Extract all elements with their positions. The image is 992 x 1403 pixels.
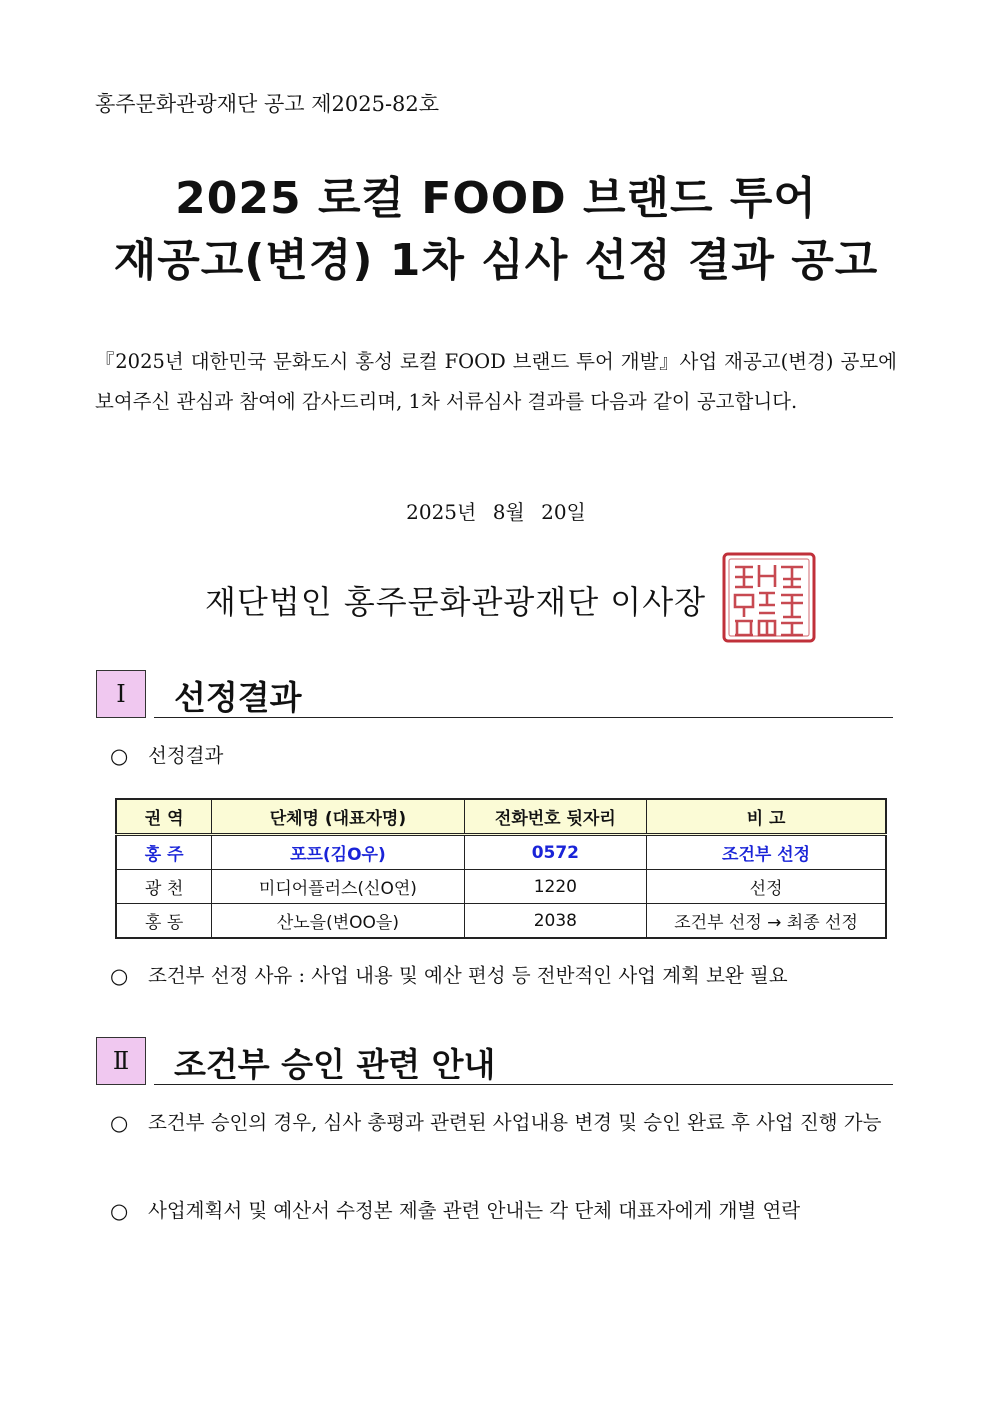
section-1-bullet xyxy=(110,734,893,778)
header-remarks: 비 고 xyxy=(647,799,886,835)
title-line-1: 2025 로컬 FOOD 브랜드 투어 xyxy=(175,173,817,224)
section-2-title: 조건부 승인 관련 안내 xyxy=(174,1045,496,1084)
cell-remarks: 조건부 선정 → 최종 선정 xyxy=(647,904,886,939)
section-1-header xyxy=(96,670,893,718)
bullet-circle: ○ xyxy=(110,744,129,768)
intro-paragraph: 『2025년 대한민국 문화도시 홍성 로컬 FOOD 브랜드 투어 개발』사업 재공고(변경) 공모에 보여주신 관심과 참여에 감사드리며, 1차 서류심사 결과를 다음과 같이 공고합니다. xyxy=(95,350,897,413)
section-2-underline xyxy=(154,1084,893,1085)
header-organization: 단체명 (대표자명) xyxy=(212,799,464,835)
results-table xyxy=(115,798,887,939)
section-2-number: Ⅱ xyxy=(96,1037,146,1085)
cell-phone-suffix: 1220 xyxy=(464,870,647,904)
bullet-circle: ○ xyxy=(110,1199,129,1223)
cell-region: 홍 동 xyxy=(116,904,212,939)
cell-organization: 산노을(변OO을) xyxy=(212,904,464,939)
section-1-underline xyxy=(154,717,893,718)
bullet-text: 조건부 선정 사유 : 사업 내용 및 예산 편성 등 전반적인 사업 계획 보완 필요 xyxy=(148,964,788,987)
section-1-title: 선정결과 xyxy=(174,678,302,717)
page-title xyxy=(0,168,992,292)
cell-phone-suffix: 0572 xyxy=(464,835,647,870)
cell-organization: 포프(김O우) xyxy=(212,835,464,870)
notice-date: 2025년 8월 20일 xyxy=(406,500,586,524)
bullet-text: 선정결과 xyxy=(148,744,224,767)
cell-region: 광 천 xyxy=(116,870,212,904)
section-2-bullet-2 xyxy=(110,1189,893,1233)
bullet-circle: ○ xyxy=(110,964,129,988)
cell-phone-suffix: 2038 xyxy=(464,904,647,939)
bullet-text: 조건부 승인의 경우, 심사 총평과 관련된 사업내용 변경 및 승인 완료 후 사업 진행 가능 xyxy=(148,1111,882,1134)
cell-remarks: 조건부 선정 xyxy=(647,835,886,870)
cell-remarks: 선정 xyxy=(647,870,886,904)
notice-number: 홍주문화관광재단 공고 제2025-82호 xyxy=(95,92,440,116)
section-1-number: Ⅰ xyxy=(96,670,146,718)
header-region: 권 역 xyxy=(116,799,212,835)
section-2-bullet-1 xyxy=(110,1101,893,1145)
cell-organization: 미디어플러스(신O연) xyxy=(212,870,464,904)
header-phone-suffix: 전화번호 뒷자리 xyxy=(464,799,647,835)
table-row xyxy=(116,835,886,870)
official-seal-icon xyxy=(721,551,817,644)
table-header-row xyxy=(116,799,886,835)
bullet-circle: ○ xyxy=(110,1111,129,1135)
title-line-2: 재공고(변경) 1차 심사 선정 결과 공고 xyxy=(113,235,879,286)
section-2-header xyxy=(96,1037,893,1085)
cell-region: 홍 주 xyxy=(116,835,212,870)
bullet-text: 사업계획서 및 예산서 수정본 제출 관련 안내는 각 단체 대표자에게 개별 연락 xyxy=(148,1199,801,1222)
issuer-name: 재단법인 홍주문화관광재단 이사장 xyxy=(205,583,707,621)
selection-reason-note xyxy=(110,954,893,998)
table-row xyxy=(116,870,886,904)
table-row xyxy=(116,904,886,939)
